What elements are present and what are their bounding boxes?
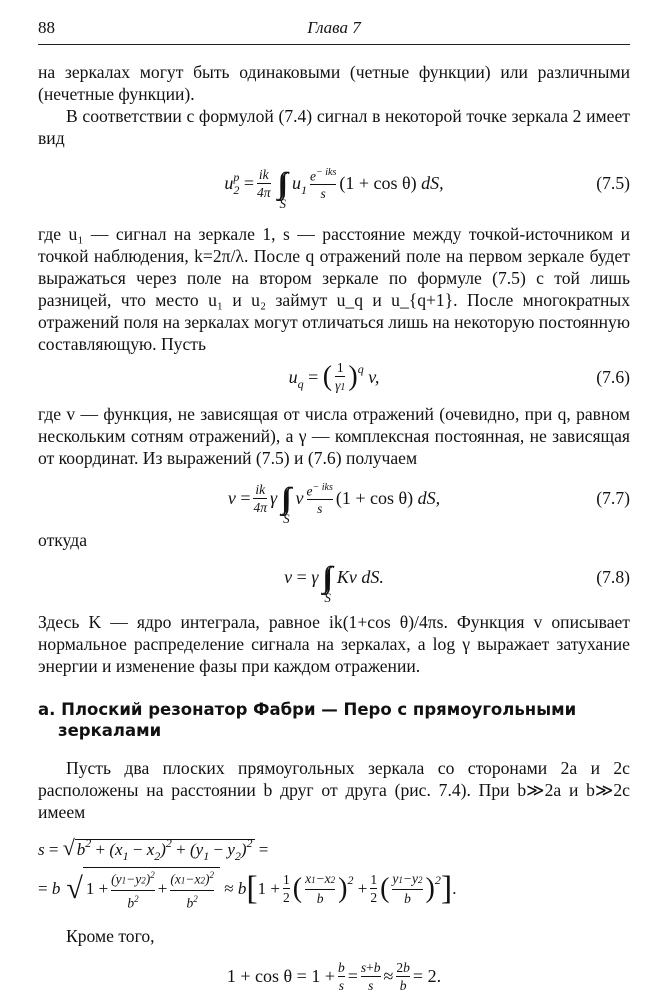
- equation-number: (7.8): [596, 566, 630, 587]
- book-page: [38, 16, 630, 1001]
- equation-7-8: v = γ ∫∫ S Kv dS. (7.8): [284, 561, 630, 605]
- equation-cos-theta: 1 + cos θ = 1 + $\frac{b}{s}$ = $\frac{s+b}{s}$ ≈ $\frac{2b}{b}$ = 2.: [226, 959, 442, 993]
- paragraph-4: где v — функция, не зависящая от числа отражений (очевидно, при q, равном нескольким сотням отражений), а γ — комплексная постоянная, не зависящая от координат. Из выражений (7.5) и (7.6) получаем: [38, 404, 630, 468]
- equation-7-7: v = $\frac{ik}{4\pi}$ γ ∫∫ S v $\frac{e^{- iks}}{s}$ (1 + cos θ) dS, (7.7): [227, 481, 630, 526]
- page-header: [38, 16, 630, 45]
- equation-number: (7.6): [596, 366, 630, 387]
- equation-7-5: $u^p_2$ = $\frac{ik}{4\pi}$ ∫∫ S $u_1$ $\frac{e^{- iks}}{s}$ (1 + cos θ) dS, (7.5): [224, 166, 630, 211]
- paragraph-3: где u₁ — сигнал на зеркале 1, s — расстояние между точкой-источником и точкой наблюдения, k=2π/λ. После q отражений поле на первом зеркале будет выражаться через поле на втором зеркале по формуле (7.5) с той лишь разницей, что место u₁ и u₂ займут u_q и u_{q+1}. После многократных отражений поля на зеркалах могут отличаться лишь на некоторую постоянную составляющую. Пусть: [38, 224, 630, 354]
- paragraph-2: В соответствии с формулой (7.4) сигнал в некоторой точке зеркала 2 имеет вид: [38, 106, 630, 148]
- equation-number: (7.7): [596, 487, 630, 508]
- equation-7-6: $u_q$ = ( $\frac{1}{\gamma 1}$ ) q v, (7.6): [288, 359, 630, 393]
- paragraph-7: Пусть два плоских прямоугольных зеркала со сторонами 2a и 2c расположены на расстоянии b друг от друга (рис. 7.4). При b≫2a и b≫2c имеем: [38, 758, 630, 822]
- equation-number: (7.5): [596, 172, 630, 193]
- paragraph-6: Здесь K — ядро интеграла, равное ik(1+cos θ)/4πs. Функция v описывает нормальное распределение сигнала на зеркалах, а log γ выражает затухание энергии и изменение фазы при каждом отражении.: [38, 612, 630, 676]
- running-title: Глава 7: [307, 18, 361, 37]
- section-heading-line-1: а. Плоский резонатор Фабри — Перо с прямоугольными: [38, 700, 577, 719]
- paragraph-5: откуда: [38, 530, 88, 550]
- page-number: 88: [38, 18, 55, 37]
- section-heading: [38, 699, 630, 741]
- section-heading-line-2: зеркалами: [58, 721, 162, 740]
- paragraph-1: на зеркалах могут быть одинаковыми (четные функции) или различными (нечетные функции).: [38, 62, 630, 104]
- paragraph-8: Кроме того,: [66, 926, 155, 946]
- equation-distance: s = √ $b^2 + (x_1 - x_2)^2 + (y_1 - y_2)^2$ = = b √ 1 + $\frac{(y1-y2)^2}{b^2}$ + $\frac{(x1-x2)^2}{b^2}$ ≈ b [ 1 + $\frac{1}{2}$ ( $\frac{x1-x2}{b}$ ) 2 + $\frac{1}{2}$ ( $\frac{y1-y2}{b}$ ) 2 ] .: [38, 835, 457, 910]
